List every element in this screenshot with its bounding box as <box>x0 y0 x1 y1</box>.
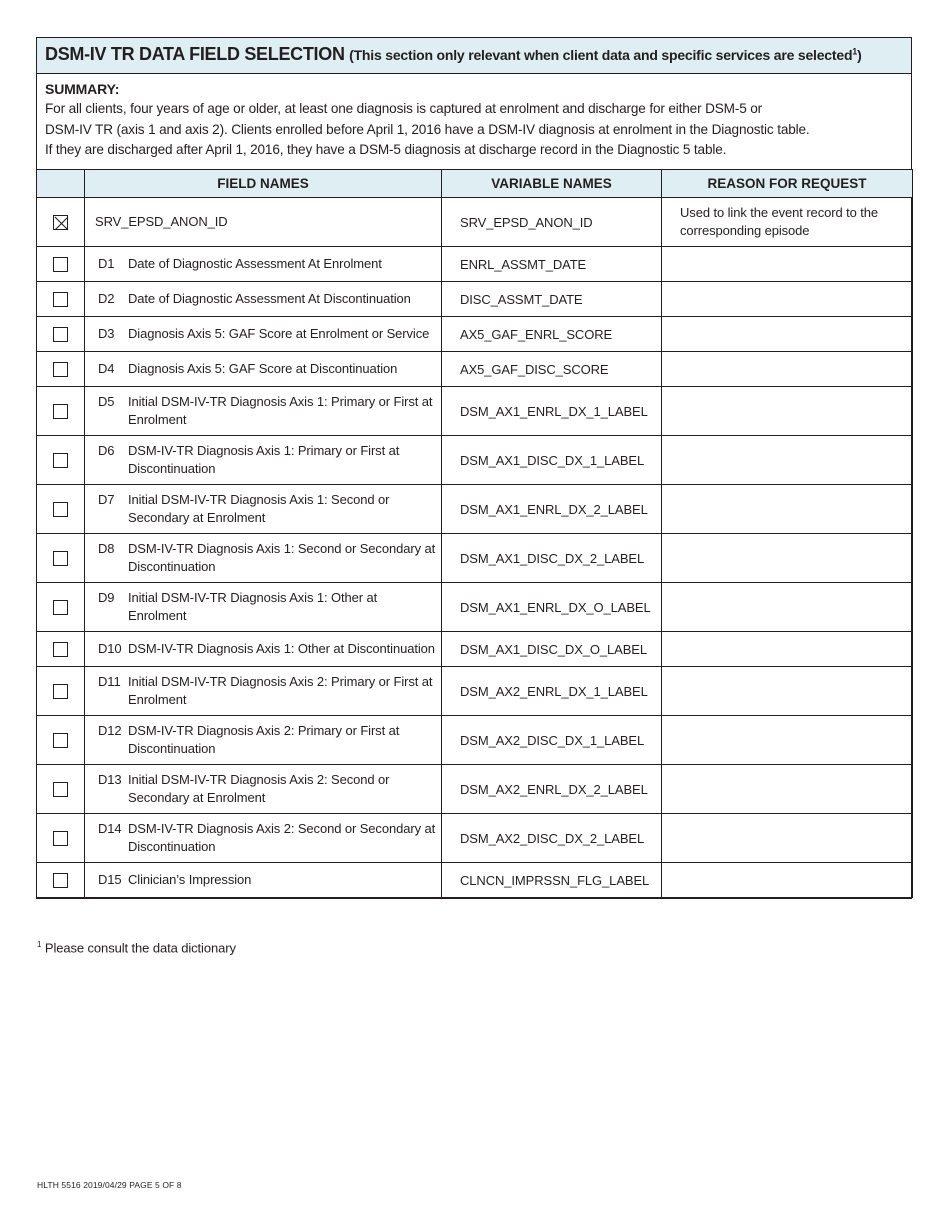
section-title-bar <box>37 38 911 74</box>
table-row <box>37 317 913 352</box>
summary-block <box>37 74 911 169</box>
variable-name-cell: DSM_AX1_ENRL_DX_O_LABEL <box>442 583 662 632</box>
checkbox[interactable] <box>53 362 68 377</box>
table-row <box>37 863 913 898</box>
reason-header: REASON FOR REQUEST <box>662 170 913 198</box>
checkbox-cell <box>37 534 85 583</box>
field-name: Date of Diagnostic Assessment At Enrolment <box>128 256 382 272</box>
checkbox-cell <box>37 485 85 534</box>
table-row <box>37 436 913 485</box>
field-code: D9 <box>98 590 115 606</box>
reason-input-cell[interactable] <box>662 814 913 863</box>
field-name: Diagnosis Axis 5: GAF Score at Discontinuation <box>128 361 398 377</box>
reason-input-cell[interactable] <box>662 485 913 534</box>
variable-name-cell: DSM_AX1_ENRL_DX_1_LABEL <box>442 387 662 436</box>
field-name-cell <box>85 716 442 765</box>
field-selection-table <box>36 169 913 898</box>
table-row <box>37 814 913 863</box>
checkbox[interactable] <box>53 873 68 888</box>
reason-input-cell[interactable] <box>662 282 913 317</box>
field-code: D5 <box>98 394 115 410</box>
table-header-row <box>37 170 913 198</box>
variable-name-cell: ENRL_ASSMT_DATE <box>442 247 662 282</box>
variable-name-cell: DSM_AX2_ENRL_DX_2_LABEL <box>442 765 662 814</box>
field-name-cell <box>85 583 442 632</box>
table-row <box>37 534 913 583</box>
reason-input-cell[interactable] <box>662 863 913 898</box>
variable-name-cell: DSM_AX1_DISC_DX_2_LABEL <box>442 534 662 583</box>
variable-name-cell: DISC_ASSMT_DATE <box>442 282 662 317</box>
field-code: D15 <box>98 872 122 888</box>
table-row <box>37 716 913 765</box>
variable-name-cell: DSM_AX2_DISC_DX_2_LABEL <box>442 814 662 863</box>
checkbox-cell <box>37 814 85 863</box>
checkbox-cell <box>37 352 85 387</box>
table-row <box>37 198 913 247</box>
table-row <box>37 485 913 534</box>
field-name: Clinician’s Impression <box>128 872 252 888</box>
table-row <box>37 583 913 632</box>
data-field-selection-section <box>36 37 912 899</box>
checkbox-column-header <box>37 170 85 198</box>
reason-input-cell[interactable] <box>662 583 913 632</box>
checkbox[interactable] <box>53 642 68 657</box>
reason-input-cell[interactable] <box>662 387 913 436</box>
checkbox[interactable] <box>53 600 68 615</box>
field-name: DSM-IV-TR Diagnosis Axis 1: Second or Secondary at Discontinuation <box>128 541 436 575</box>
field-code: D12 <box>98 723 122 739</box>
table-row <box>37 282 913 317</box>
checkbox-cell <box>37 282 85 317</box>
field-code: D6 <box>98 443 115 459</box>
checkbox-cell <box>37 583 85 632</box>
field-name-cell <box>85 534 442 583</box>
field-name-cell <box>85 485 442 534</box>
field-name: DSM-IV-TR Diagnosis Axis 1: Primary or First at Discontinuation <box>128 443 400 477</box>
checkbox-cell <box>37 667 85 716</box>
field-name: Initial DSM-IV-TR Diagnosis Axis 2: Primary or First at Enrolment <box>128 674 433 708</box>
footnote-marker: 1 <box>37 940 42 949</box>
variable-name-cell: AX5_GAF_DISC_SCORE <box>442 352 662 387</box>
checkbox[interactable] <box>53 782 68 797</box>
field-code: D8 <box>98 541 115 557</box>
field-name: Date of Diagnostic Assessment At Discontinuation <box>128 291 411 307</box>
checkbox[interactable] <box>53 684 68 699</box>
checkbox-cell <box>37 436 85 485</box>
field-code: D14 <box>98 821 122 837</box>
variable-name-cell: SRV_EPSD_ANON_ID <box>442 198 662 247</box>
table-row <box>37 632 913 667</box>
x-mark-icon <box>54 216 69 231</box>
table-row <box>37 667 913 716</box>
variable-name-cell: DSM_AX2_ENRL_DX_1_LABEL <box>442 667 662 716</box>
variable-name-cell: AX5_GAF_ENRL_SCORE <box>442 317 662 352</box>
footnote-text: Please consult the data dictionary <box>41 940 236 956</box>
field-name-cell <box>85 387 442 436</box>
field-code: D3 <box>98 326 115 342</box>
field-name-cell <box>85 282 442 317</box>
field-name-cell <box>85 863 442 898</box>
checkbox-cell <box>37 387 85 436</box>
reason-input-cell[interactable] <box>662 436 913 485</box>
checkbox-cell <box>37 863 85 898</box>
checkbox[interactable] <box>53 831 68 846</box>
reason-input-cell[interactable] <box>662 317 913 352</box>
variable-name-cell: DSM_AX1_ENRL_DX_2_LABEL <box>442 485 662 534</box>
reason-input-cell[interactable] <box>662 716 913 765</box>
footnote-ref: 1 <box>852 46 858 57</box>
field-code: D11 <box>98 674 121 690</box>
reason-input-cell[interactable] <box>662 352 913 387</box>
field-name: Initial DSM-IV-TR Diagnosis Axis 1: Second or Secondary at Enrolment <box>128 492 390 526</box>
section-title-note-close: ) <box>857 47 862 63</box>
checkbox-cell <box>37 198 85 247</box>
checkbox[interactable] <box>53 404 68 419</box>
checkbox[interactable] <box>53 453 68 468</box>
checkbox-cell <box>37 247 85 282</box>
summary-heading: SUMMARY: <box>45 81 120 97</box>
field-name: Diagnosis Axis 5: GAF Score at Enrolment or Service <box>128 326 430 342</box>
field-name-cell <box>85 198 442 247</box>
reason-input-cell[interactable]: Used to link the event record to the corresponding episode <box>662 198 913 247</box>
summary-line: For all clients, four years of age or older, at least one diagnosis is captured at enrolment and discharge for either DSM-5 or <box>45 101 763 117</box>
field-name-cell <box>85 814 442 863</box>
checkbox-cell <box>37 765 85 814</box>
checkbox-checked[interactable] <box>53 215 68 230</box>
field-name-cell <box>85 352 442 387</box>
reason-input-cell[interactable] <box>662 632 913 667</box>
field-name: DSM-IV-TR Diagnosis Axis 2: Second or Secondary at Discontinuation <box>128 821 436 855</box>
field-name: SRV_EPSD_ANON_ID <box>95 214 228 230</box>
field-name-cell <box>85 667 442 716</box>
table-row <box>37 765 913 814</box>
page-footer: HLTH 5516 2019/04/29 PAGE 5 OF 8 <box>37 1180 182 1190</box>
variable-name-cell: DSM_AX1_DISC_DX_1_LABEL <box>442 436 662 485</box>
table-row <box>37 387 913 436</box>
footnote <box>37 940 236 955</box>
reason-input-cell[interactable] <box>662 247 913 282</box>
field-name-cell <box>85 317 442 352</box>
field-code: D4 <box>98 361 115 377</box>
field-code: D2 <box>98 291 115 307</box>
checkbox-cell <box>37 716 85 765</box>
field-name-cell <box>85 436 442 485</box>
field-code: D13 <box>98 772 122 788</box>
field-name: Initial DSM-IV-TR Diagnosis Axis 1: Other at Enrolment <box>128 590 378 624</box>
reason-input-cell[interactable] <box>662 667 913 716</box>
reason-input-cell[interactable] <box>662 534 913 583</box>
checkbox[interactable] <box>53 733 68 748</box>
section-title-note <box>349 47 861 63</box>
table-row <box>37 247 913 282</box>
reason-input-cell[interactable] <box>662 765 913 814</box>
field-code: D10 <box>98 641 122 657</box>
field-name-cell <box>85 632 442 667</box>
field-names-header: FIELD NAMES <box>85 170 442 198</box>
checkbox-cell <box>37 317 85 352</box>
field-code: D1 <box>98 256 115 272</box>
checkbox[interactable] <box>53 292 68 307</box>
summary-line: DSM-IV TR (axis 1 and axis 2). Clients enrolled before April 1, 2016 have a DSM-IV diagnosis at enrolment in the Diagnostic table. <box>45 121 810 137</box>
variable-name-cell: DSM_AX2_DISC_DX_1_LABEL <box>442 716 662 765</box>
section-title-note-text: (This section only relevant when client data and specific services are selected <box>349 47 853 63</box>
variable-names-header: VARIABLE NAMES <box>442 170 662 198</box>
field-name: Initial DSM-IV-TR Diagnosis Axis 1: Primary or First at Enrolment <box>128 394 433 428</box>
field-code: D7 <box>98 492 115 508</box>
summary-line: If they are discharged after April 1, 2016, they have a DSM-5 diagnosis at discharge record in the Diagnostic 5 table. <box>45 141 727 157</box>
variable-name-cell: DSM_AX1_DISC_DX_O_LABEL <box>442 632 662 667</box>
field-name: DSM-IV-TR Diagnosis Axis 2: Primary or First at Discontinuation <box>128 723 400 757</box>
checkbox[interactable] <box>53 327 68 342</box>
checkbox[interactable] <box>53 257 68 272</box>
field-name: DSM-IV-TR Diagnosis Axis 1: Other at Discontinuation <box>128 641 435 657</box>
variable-name-cell: CLNCN_IMPRSSN_FLG_LABEL <box>442 863 662 898</box>
checkbox[interactable] <box>53 502 68 517</box>
table-row <box>37 352 913 387</box>
field-name-cell <box>85 247 442 282</box>
checkbox[interactable] <box>53 551 68 566</box>
field-name-cell <box>85 765 442 814</box>
section-title: DSM-IV TR DATA FIELD SELECTION <box>45 44 345 64</box>
field-name: Initial DSM-IV-TR Diagnosis Axis 2: Second or Secondary at Enrolment <box>128 772 390 806</box>
checkbox-cell <box>37 632 85 667</box>
